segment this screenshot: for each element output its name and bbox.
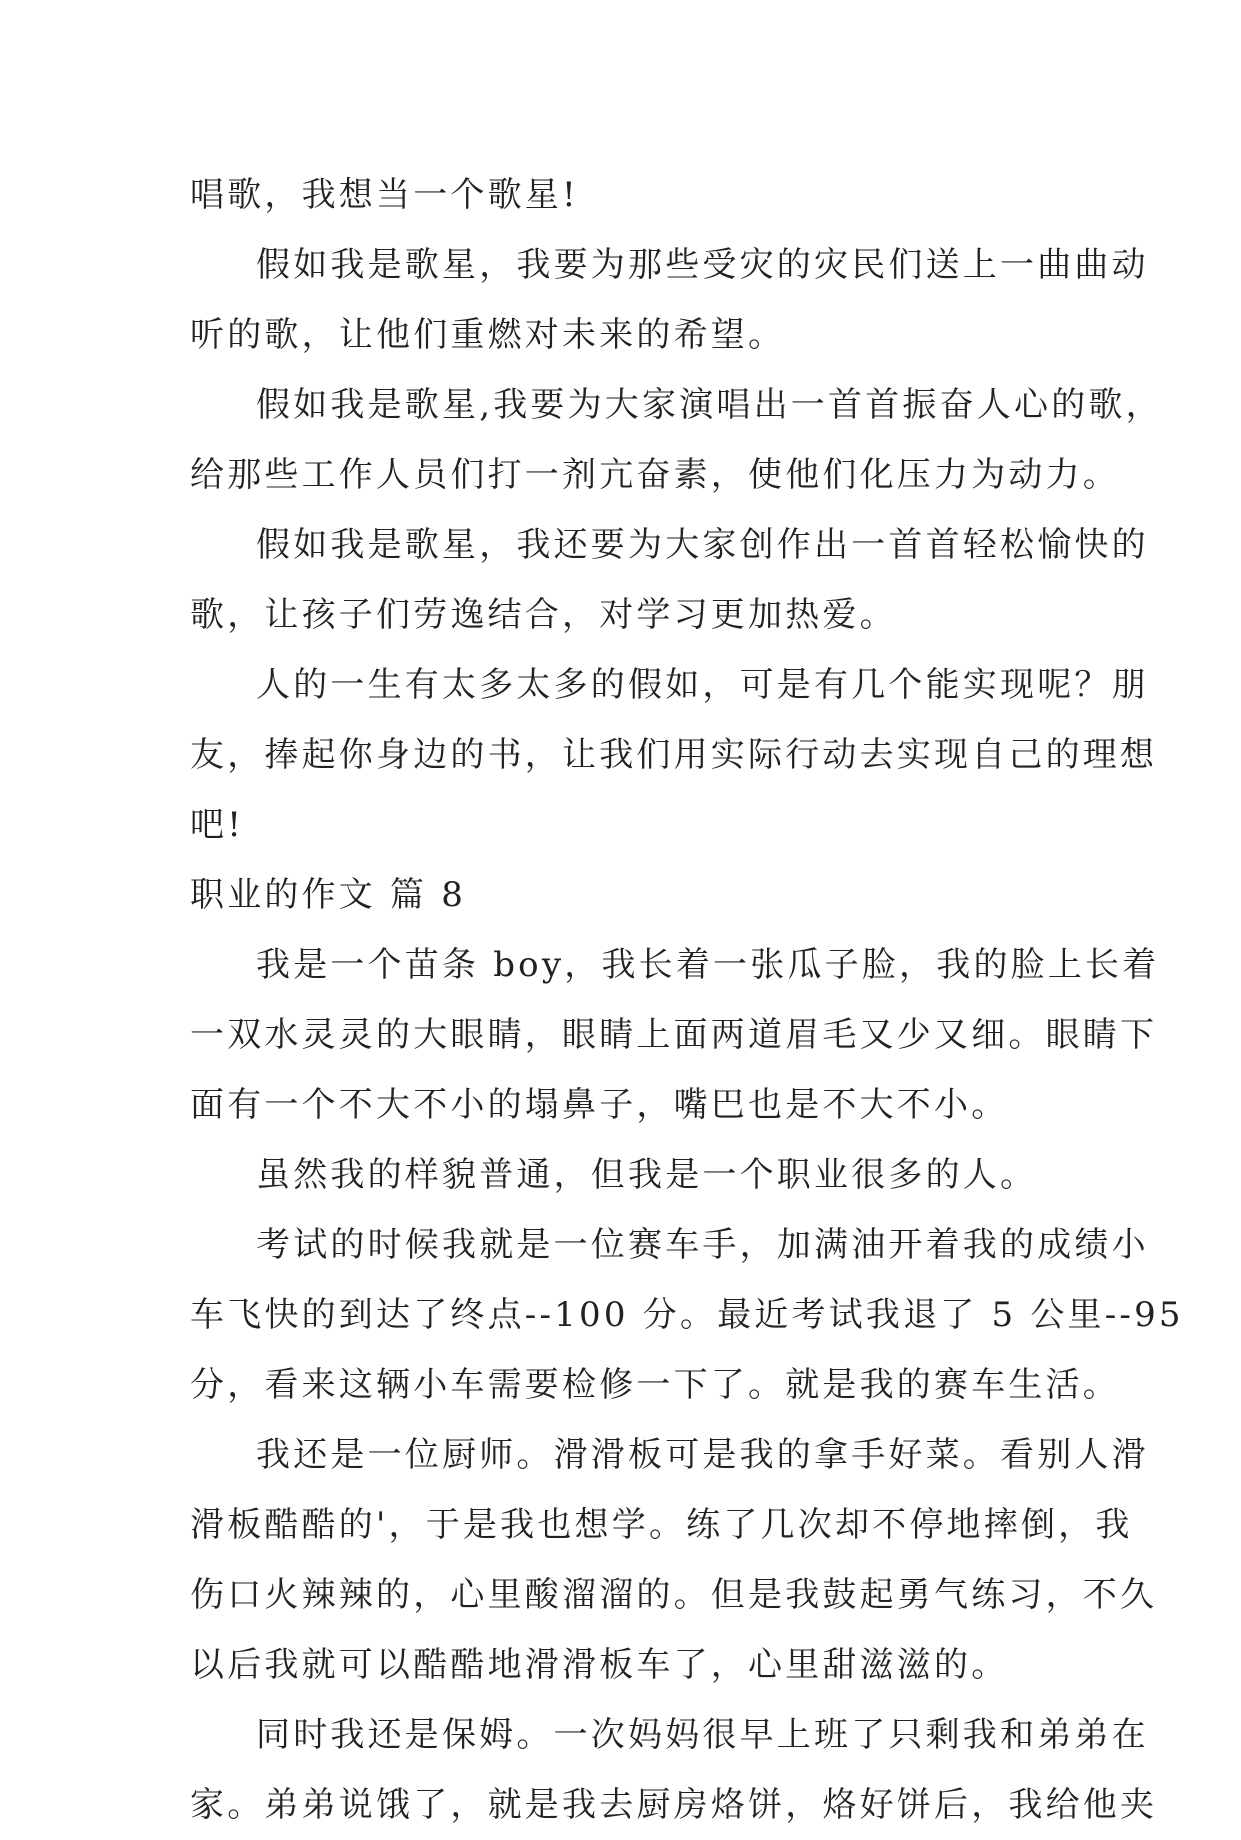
text-line: 面有一个不大不小的塌鼻子，嘴巴也是不大不小。	[190, 1085, 1009, 1125]
text-line: 友，捧起你身边的书，让我们用实际行动去实现自己的理想	[190, 735, 1158, 775]
text-line: 以后我就可以酷酷地滑滑板车了，心里甜滋滋的。	[190, 1645, 1009, 1685]
paragraph-start-line: 假如我是歌星,我要为大家演唱出一首首振奋人心的歌，	[256, 385, 1163, 425]
text-line: 唱歌，我想当一个歌星!	[190, 175, 579, 215]
paragraph-start-line: 同时我还是保姆。一次妈妈很早上班了只剩我和弟弟在	[256, 1715, 1149, 1755]
document-body	[190, 160, 1184, 1840]
paragraph-start-line: 人的一生有太多太多的假如，可是有几个能实现呢？朋	[256, 665, 1149, 705]
text-line: 给那些工作人员们打一剂亢奋素，使他们化压力为动力。	[190, 455, 1120, 495]
paragraph-start-line: 假如我是歌星，我还要为大家创作出一首首轻松愉快的	[256, 525, 1149, 565]
text-line: 滑板酷酷的'，于是我也想学。练了几次却不停地摔倒，我	[190, 1505, 1133, 1545]
paragraph-start-line: 我还是一位厨师。滑滑板可是我的拿手好菜。看别人滑	[256, 1435, 1149, 1475]
text-line: 家。弟弟说饿了，就是我去厨房烙饼，烙好饼后，我给他夹	[190, 1785, 1158, 1825]
section-heading: 职业的作文 篇 8	[190, 875, 467, 915]
text-line: 伤口火辣辣的，心里酸溜溜的。但是我鼓起勇气练习，不久	[190, 1575, 1158, 1615]
paragraph-start-line: 虽然我的样貌普通，但我是一个职业很多的人。	[256, 1155, 1038, 1195]
text-line: 歌，让孩子们劳逸结合，对学习更加热爱。	[190, 595, 897, 635]
text-line: 车飞快的到达了终点--100 分。最近考试我退了 5 公里--95	[190, 1295, 1184, 1335]
paragraph-start-line: 我是一个苗条 boy，我长着一张瓜子脸，我的脸上长着	[256, 945, 1160, 985]
paragraph-start-line: 假如我是歌星，我要为那些受灾的灾民们送上一曲曲动	[256, 245, 1149, 285]
text-line: 一双水灵灵的大眼睛，眼睛上面两道眉毛又少又细。眼睛下	[190, 1015, 1158, 1055]
text-line: 吧!	[190, 805, 245, 845]
text-line: 听的歌，让他们重燃对未来的希望。	[190, 315, 786, 355]
paragraph-start-line: 考试的时候我就是一位赛车手，加满油开着我的成绩小	[256, 1225, 1149, 1265]
text-line: 分，看来这辆小车需要检修一下了。就是我的赛车生活。	[190, 1365, 1120, 1405]
